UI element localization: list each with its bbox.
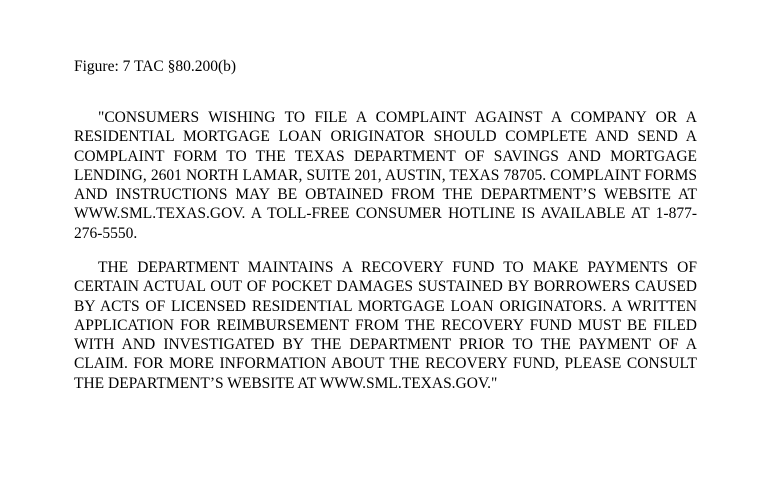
recovery-fund-paragraph: THE DEPARTMENT MAINTAINS A RECOVERY FUND TO MAKE PAYMENTS OF CERTAIN ACTUAL OUT OF POCKET DAMAGES SUSTAINED BY BORROWERS CAUSED BY ACTS OF LICENSED RESIDENTIAL MORTGAGE LOAN ORIGINATORS. A WRITTEN APPLICATION FOR REIMBURSEMENT FROM THE RECOVERY FUND MUST BE FILED WITH AND INVESTIGATED BY THE DEPARTMENT PRIOR TO THE PAYMENT OF A CLAIM. FOR MORE INFORMATION ABOUT THE RECOVERY FUND, PLEASE CONSULT THE DEPARTMENT’S WEBSITE AT WWW.SML.TEXAS.GOV." [74, 259, 697, 392]
figure-label: Figure: 7 TAC §80.200(b) [74, 58, 237, 75]
complaint-notice-paragraph: "CONSUMERS WISHING TO FILE A COMPLAINT AGAINST A COMPANY OR A RESIDENTIAL MORTGAGE LOAN ORIGINATOR SHOULD COMPLETE AND SEND A COMPLAINT FORM TO THE TEXAS DEPARTMENT OF SAVINGS AND MORTGAGE LENDING, 2601 NORTH LAMAR, SUITE 201, AUSTIN, TEXAS 78705. COMPLAINT FORMS AND INSTRUCTIONS MAY BE OBTAINED FROM THE DEPARTMENT’S WEBSITE AT WWW.SML.TEXAS.GOV. A TOLL-FREE CONSUMER HOTLINE IS AVAILABLE AT 1-877-276-5550. [74, 109, 697, 242]
